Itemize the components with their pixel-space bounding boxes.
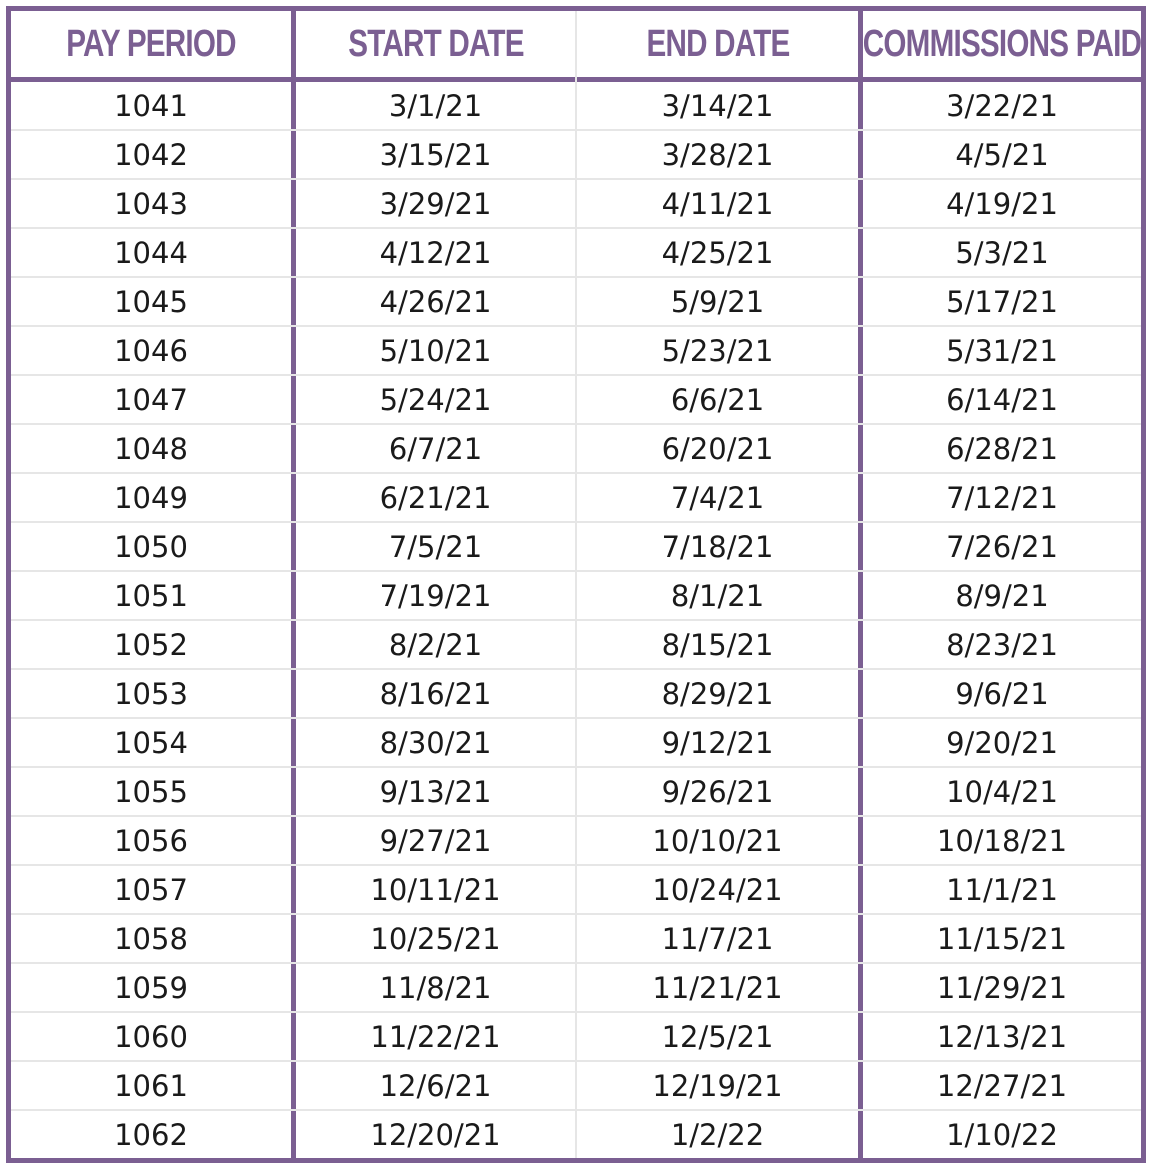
- header-end-date: END DATE: [646, 22, 790, 65]
- cell-commissions-paid: 3/22/21: [946, 88, 1058, 123]
- cell-pay-period: 1056: [114, 823, 188, 858]
- cell-end-date: 1/2/22: [670, 1117, 765, 1152]
- cell-end-date: 8/29/21: [661, 676, 774, 711]
- table-row: [11, 425, 1141, 474]
- table-row: [11, 1062, 1141, 1111]
- cell-pay-period: 1050: [114, 529, 188, 564]
- cell-start-date: 4/12/21: [379, 235, 492, 270]
- cell-start-date: 8/2/21: [388, 627, 483, 662]
- cell-pay-period: 1054: [114, 725, 188, 760]
- cell-start-date: 5/24/21: [379, 382, 492, 417]
- cell-end-date: 8/15/21: [661, 627, 774, 662]
- cell-commissions-paid: 5/31/21: [946, 333, 1058, 368]
- header-pay-period: PAY PERIOD: [66, 22, 236, 65]
- pay-schedule-table: [6, 6, 1146, 1163]
- cell-end-date: 7/4/21: [670, 480, 765, 515]
- table-row: [11, 670, 1141, 719]
- cell-commissions-paid: 6/28/21: [946, 431, 1058, 466]
- cell-commissions-paid: 5/3/21: [955, 235, 1049, 270]
- table-row: [11, 278, 1141, 327]
- table-row: [11, 131, 1141, 180]
- cell-commissions-paid: 8/9/21: [955, 578, 1049, 613]
- cell-end-date: 10/24/21: [652, 872, 783, 907]
- table-row: [11, 964, 1141, 1013]
- cell-pay-period: 1048: [114, 431, 188, 466]
- cell-commissions-paid: 12/13/21: [936, 1019, 1068, 1054]
- table-row: [11, 327, 1141, 376]
- cell-pay-period: 1062: [114, 1117, 188, 1152]
- cell-start-date: 10/11/21: [370, 872, 501, 907]
- cell-pay-period: 1051: [114, 578, 188, 613]
- cell-commissions-paid: 11/29/21: [936, 970, 1068, 1005]
- table-row: [11, 180, 1141, 229]
- cell-pay-period: 1045: [114, 284, 188, 319]
- cell-end-date: 12/19/21: [652, 1068, 783, 1103]
- cell-start-date: 10/25/21: [370, 921, 501, 956]
- cell-pay-period: 1044: [114, 235, 188, 270]
- cell-end-date: 6/20/21: [661, 431, 774, 466]
- cell-commissions-paid: 10/18/21: [936, 823, 1068, 858]
- cell-end-date: 4/25/21: [661, 235, 774, 270]
- cell-pay-period: 1043: [114, 186, 188, 221]
- cell-commissions-paid: 10/4/21: [946, 774, 1058, 809]
- cell-start-date: 8/30/21: [379, 725, 492, 760]
- cell-pay-period: 1049: [114, 480, 188, 515]
- cell-start-date: 7/5/21: [388, 529, 483, 564]
- cell-start-date: 6/21/21: [379, 480, 492, 515]
- cell-pay-period: 1052: [114, 627, 188, 662]
- cell-pay-period: 1046: [114, 333, 188, 368]
- table-row: [11, 82, 1141, 131]
- table-row: [11, 866, 1141, 915]
- cell-pay-period: 1041: [114, 88, 188, 123]
- cell-end-date: 9/12/21: [661, 725, 774, 760]
- cell-commissions-paid: 8/23/21: [946, 627, 1058, 662]
- cell-pay-period: 1060: [114, 1019, 188, 1054]
- table-row: [11, 915, 1141, 964]
- table-row: [11, 719, 1141, 768]
- cell-pay-period: 1061: [114, 1068, 188, 1103]
- cell-end-date: 9/26/21: [661, 774, 774, 809]
- cell-commissions-paid: 5/17/21: [946, 284, 1058, 319]
- table-row: [11, 523, 1141, 572]
- table-row: [11, 621, 1141, 670]
- cell-start-date: 11/8/21: [379, 970, 492, 1005]
- cell-end-date: 11/21/21: [652, 970, 783, 1005]
- cell-end-date: 12/5/21: [661, 1019, 774, 1054]
- table-row: [11, 229, 1141, 278]
- cell-end-date: 3/14/21: [661, 88, 774, 123]
- table-row: [11, 572, 1141, 621]
- cell-pay-period: 1057: [114, 872, 188, 907]
- cell-end-date: 3/28/21: [661, 137, 774, 172]
- cell-start-date: 12/6/21: [379, 1068, 492, 1103]
- cell-commissions-paid: 11/15/21: [936, 921, 1068, 956]
- table-row: [11, 768, 1141, 817]
- cell-commissions-paid: 7/26/21: [946, 529, 1058, 564]
- cell-start-date: 7/19/21: [379, 578, 492, 613]
- cell-end-date: 11/7/21: [661, 921, 774, 956]
- table-row: [11, 474, 1141, 523]
- cell-commissions-paid: 12/27/21: [936, 1068, 1068, 1103]
- cell-end-date: 5/23/21: [661, 333, 774, 368]
- cell-pay-period: 1047: [114, 382, 188, 417]
- cell-end-date: 10/10/21: [652, 823, 783, 858]
- table-row: [11, 1111, 1141, 1160]
- cell-end-date: 6/6/21: [670, 382, 765, 417]
- cell-pay-period: 1053: [114, 676, 188, 711]
- cell-commissions-paid: 1/10/22: [946, 1117, 1058, 1152]
- header-commissions-paid: COMMISSIONS PAID: [862, 22, 1142, 65]
- table-row: [11, 817, 1141, 866]
- cell-start-date: 6/7/21: [388, 431, 483, 466]
- cell-start-date: 3/15/21: [379, 137, 492, 172]
- header-start-date: START DATE: [348, 22, 524, 65]
- cell-start-date: 3/29/21: [379, 186, 492, 221]
- cell-pay-period: 1042: [114, 137, 188, 172]
- cell-start-date: 12/20/21: [370, 1117, 501, 1152]
- cell-end-date: 7/18/21: [661, 529, 774, 564]
- cell-commissions-paid: 11/1/21: [946, 872, 1058, 907]
- cell-start-date: 9/13/21: [379, 774, 492, 809]
- cell-start-date: 11/22/21: [370, 1019, 501, 1054]
- cell-end-date: 5/9/21: [670, 284, 765, 319]
- cell-commissions-paid: 9/6/21: [955, 676, 1049, 711]
- cell-commissions-paid: 6/14/21: [946, 382, 1058, 417]
- cell-start-date: 5/10/21: [379, 333, 492, 368]
- cell-commissions-paid: 7/12/21: [946, 480, 1058, 515]
- cell-start-date: 4/26/21: [379, 284, 492, 319]
- cell-commissions-paid: 9/20/21: [946, 725, 1058, 760]
- table-row: [11, 376, 1141, 425]
- cell-commissions-paid: 4/5/21: [955, 137, 1049, 172]
- table-row: [11, 1013, 1141, 1062]
- cell-start-date: 8/16/21: [379, 676, 492, 711]
- cell-pay-period: 1058: [114, 921, 188, 956]
- cell-end-date: 4/11/21: [661, 186, 774, 221]
- cell-start-date: 3/1/21: [388, 88, 483, 123]
- cell-end-date: 8/1/21: [670, 578, 765, 613]
- cell-start-date: 9/27/21: [379, 823, 492, 858]
- cell-pay-period: 1059: [114, 970, 188, 1005]
- cell-commissions-paid: 4/19/21: [946, 186, 1058, 221]
- cell-pay-period: 1055: [114, 774, 188, 809]
